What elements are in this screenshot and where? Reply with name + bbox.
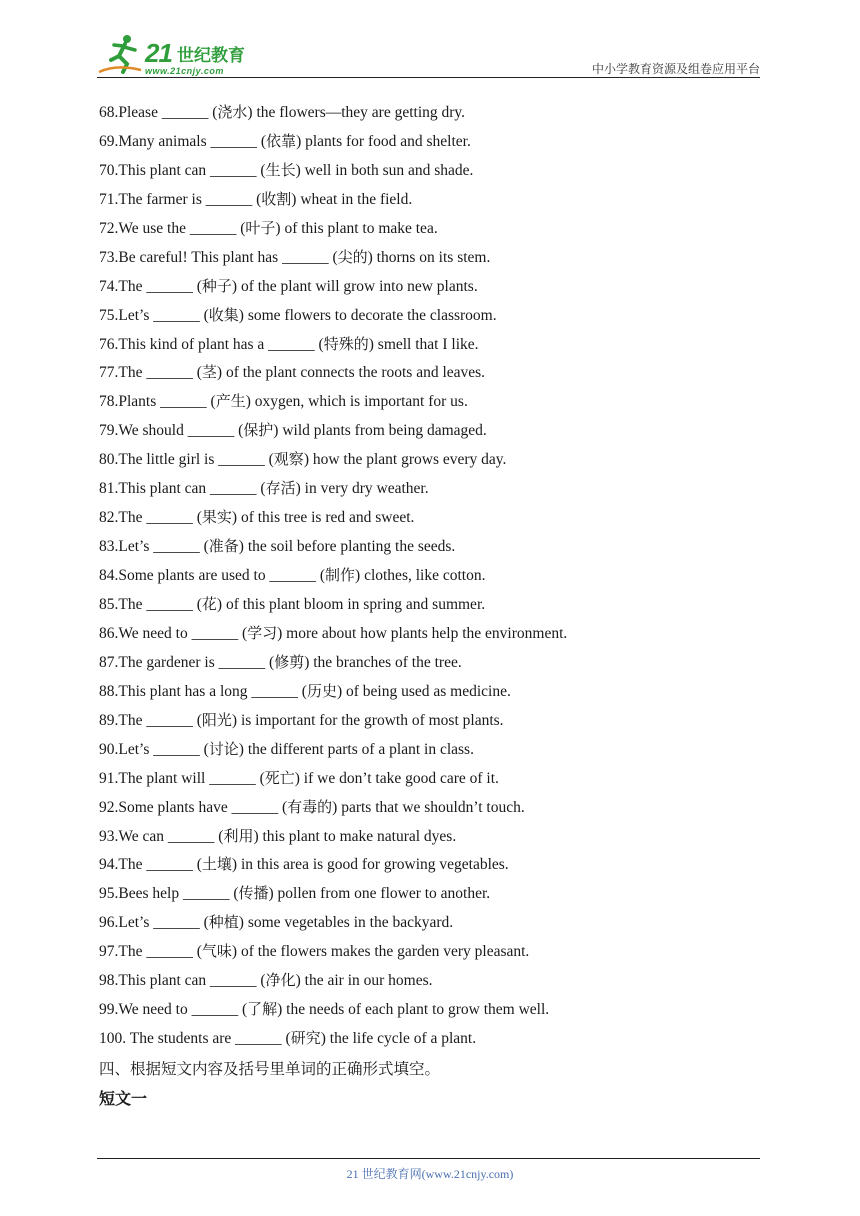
question-pre: This plant can ______ ( bbox=[118, 161, 266, 179]
question-num: 76. bbox=[99, 335, 119, 353]
question-post: ) more about how plants help the environment. bbox=[277, 624, 568, 642]
question-pre: The plant will ______ ( bbox=[118, 769, 265, 787]
question-item bbox=[99, 766, 499, 790]
question-post: ) the air in our homes. bbox=[295, 972, 433, 990]
question-post: ) if we don’t take good care of it. bbox=[294, 769, 499, 787]
question-cn: 讨论 bbox=[208, 739, 239, 758]
question-post: ) of the flowers makes the garden very pleasant. bbox=[231, 943, 530, 961]
question-post: ) well in both sun and shade. bbox=[295, 161, 474, 179]
question-cn: 茎 bbox=[201, 363, 217, 382]
question-pre: This plant has a long ______ ( bbox=[118, 682, 307, 700]
runner-logo-icon bbox=[97, 32, 147, 76]
question-cn: 制作 bbox=[325, 566, 356, 585]
question-post: ) the different parts of a plant in class. bbox=[238, 740, 474, 758]
question-pre: We need to ______ ( bbox=[118, 1001, 248, 1019]
question-post: ) is important for the growth of most plants. bbox=[231, 711, 504, 729]
question-cn: 了解 bbox=[247, 1000, 278, 1019]
question-cn: 有毒的 bbox=[287, 797, 333, 816]
question-pre: This plant can ______ ( bbox=[118, 972, 266, 990]
question-pre: The little girl is ______ ( bbox=[118, 451, 274, 469]
question-num: 95. bbox=[99, 885, 119, 903]
question-post: ) this plant to make natural dyes. bbox=[253, 827, 457, 845]
question-post: ) pollen from one flower to another. bbox=[268, 885, 491, 903]
question-num: 92. bbox=[99, 798, 119, 816]
question-pre: Let’s ______ ( bbox=[118, 914, 209, 932]
question-pre: The ______ ( bbox=[118, 509, 202, 527]
question-pre: The gardener is ______ ( bbox=[118, 653, 275, 671]
question-cn: 花 bbox=[201, 594, 217, 613]
question-item bbox=[99, 216, 438, 240]
question-cn: 利用 bbox=[223, 826, 254, 845]
question-pre: This plant can ______ ( bbox=[118, 480, 266, 498]
question-cn: 死亡 bbox=[264, 768, 295, 787]
question-num: 86. bbox=[99, 624, 119, 642]
question-post: ) wheat in the field. bbox=[291, 190, 413, 208]
question-pre: Please ______ ( bbox=[118, 104, 218, 121]
question-num: 70. bbox=[99, 161, 119, 179]
question-cn: 准备 bbox=[208, 537, 239, 556]
question-num: 90. bbox=[99, 740, 119, 758]
logo-url: www.21cnjy.com bbox=[145, 66, 224, 76]
question-post: ) in this area is good for growing vegetables. bbox=[231, 856, 509, 874]
question-item bbox=[99, 592, 485, 616]
question-pre: The ______ ( bbox=[118, 364, 202, 382]
question-num: 94. bbox=[99, 856, 119, 874]
question-item bbox=[99, 158, 473, 182]
question-pre: Let’s ______ ( bbox=[118, 740, 209, 758]
question-item bbox=[99, 360, 485, 384]
question-post: ) of this plant to make tea. bbox=[275, 219, 438, 237]
question-cn: 种子 bbox=[201, 276, 232, 295]
question-pre: We need to ______ ( bbox=[118, 624, 248, 642]
logo bbox=[97, 30, 267, 76]
question-num: 82. bbox=[99, 509, 119, 527]
question-item bbox=[99, 708, 504, 732]
section-title: 四、根据短文内容及括号里单词的正确形式填空。 bbox=[99, 1060, 441, 1078]
question-cn: 收割 bbox=[261, 189, 292, 208]
question-item bbox=[99, 997, 549, 1021]
question-post: ) the life cycle of a plant. bbox=[320, 1030, 477, 1048]
question-pre: Many animals ______ ( bbox=[118, 132, 267, 150]
question-post: ) the needs of each plant to grow them well. bbox=[277, 1001, 550, 1019]
question-post: ) clothes, like cotton. bbox=[355, 567, 486, 585]
question-post: ) the soil before planting the seeds. bbox=[238, 538, 456, 556]
question-item bbox=[99, 418, 487, 442]
question-cn: 传播 bbox=[238, 884, 269, 903]
question-cn: 浇水 bbox=[217, 103, 248, 121]
question-pre: The ______ ( bbox=[118, 277, 202, 295]
question-item bbox=[99, 650, 462, 674]
question-post: ) parts that we shouldn’t touch. bbox=[332, 798, 525, 816]
question-post: ) of this plant bloom in spring and summer. bbox=[216, 595, 486, 613]
question-num: 98. bbox=[99, 972, 119, 990]
question-item bbox=[99, 679, 511, 703]
question-item bbox=[99, 824, 456, 848]
question-num: 99. bbox=[99, 1001, 119, 1019]
question-post: ) the branches of the tree. bbox=[304, 653, 462, 671]
question-cn: 修剪 bbox=[274, 652, 305, 671]
question-cn: 产生 bbox=[215, 392, 246, 411]
question-post: ) wild plants from being damaged. bbox=[273, 422, 487, 440]
question-num: 85. bbox=[99, 595, 119, 613]
question-item bbox=[99, 881, 490, 905]
question-num: 73. bbox=[99, 248, 119, 266]
question-num: 78. bbox=[99, 393, 119, 411]
question-num: 97. bbox=[99, 943, 119, 961]
question-num: 91. bbox=[99, 769, 119, 787]
question-cn: 净化 bbox=[265, 971, 296, 990]
question-num: 75. bbox=[99, 306, 119, 324]
question-cn: 研究 bbox=[290, 1029, 321, 1048]
question-pre: The ______ ( bbox=[118, 711, 202, 729]
question-item bbox=[99, 534, 455, 558]
question-cn: 阳光 bbox=[201, 710, 232, 729]
question-pre: We should ______ ( bbox=[118, 422, 244, 440]
question-item bbox=[99, 737, 474, 761]
question-num: 96. bbox=[99, 914, 119, 932]
logo-text: 世纪教育 bbox=[177, 46, 245, 66]
question-pre: The students are ______ ( bbox=[129, 1030, 291, 1048]
question-post: ) of this tree is red and sweet. bbox=[231, 509, 415, 527]
passage-title: 短文一 bbox=[99, 1089, 148, 1108]
question-pre: The ______ ( bbox=[118, 943, 202, 961]
question-pre: The farmer is ______ ( bbox=[118, 190, 262, 208]
question-num: 69. bbox=[99, 132, 119, 150]
question-item bbox=[99, 187, 412, 211]
question-item bbox=[99, 332, 479, 356]
question-num: 72. bbox=[99, 219, 119, 237]
question-pre: Some plants have ______ ( bbox=[118, 798, 288, 816]
question-cn: 历史 bbox=[306, 681, 337, 700]
question-pre: Let’s ______ ( bbox=[118, 306, 209, 324]
question-item bbox=[99, 274, 478, 298]
question-num: 84. bbox=[99, 567, 119, 585]
page-header bbox=[97, 30, 760, 78]
question-post: ) of the plant connects the roots and leaves. bbox=[216, 364, 486, 382]
question-num: 80. bbox=[99, 451, 119, 469]
question-item bbox=[99, 245, 490, 269]
question-pre: Bees help ______ ( bbox=[118, 885, 239, 903]
question-item bbox=[99, 563, 485, 587]
question-pre: Some plants are used to ______ ( bbox=[118, 567, 326, 585]
question-post: ) oxygen, which is important for us. bbox=[245, 393, 468, 411]
question-num: 79. bbox=[99, 422, 119, 440]
question-cn: 果实 bbox=[201, 508, 232, 527]
question-post: ) how the plant grows every day. bbox=[303, 451, 507, 469]
question-post: ) smell that I like. bbox=[368, 335, 479, 353]
footer-text: 21 世纪教育网(www.21cnjy.com) bbox=[346, 1167, 514, 1181]
question-item bbox=[99, 447, 506, 471]
question-post: ) thorns on its stem. bbox=[367, 248, 491, 266]
question-cn: 尖的 bbox=[337, 247, 368, 266]
question-pre: This kind of plant has a ______ ( bbox=[118, 335, 324, 353]
question-num: 74. bbox=[99, 277, 119, 295]
question-cn: 存活 bbox=[265, 479, 296, 498]
question-num: 71. bbox=[99, 190, 119, 208]
question-pre: We use the ______ ( bbox=[118, 219, 246, 237]
question-pre: Let’s ______ ( bbox=[118, 538, 209, 556]
question-cn: 叶子 bbox=[245, 218, 276, 237]
question-num: 77. bbox=[99, 364, 119, 382]
question-cn: 保护 bbox=[243, 421, 274, 440]
question-item bbox=[99, 100, 465, 124]
question-cn: 土壤 bbox=[201, 855, 232, 874]
question-pre: Plants ______ ( bbox=[118, 393, 216, 411]
header-platform-text: 中小学教育资源及组卷应用平台 bbox=[591, 62, 760, 76]
question-num: 88. bbox=[99, 682, 119, 700]
question-cn: 学习 bbox=[247, 623, 278, 642]
question-cn: 依靠 bbox=[266, 131, 297, 150]
question-num: 83. bbox=[99, 538, 119, 556]
header-divider bbox=[97, 77, 760, 78]
question-item bbox=[99, 303, 497, 327]
question-pre: Be careful! This plant has ______ ( bbox=[118, 248, 338, 266]
question-pre: The ______ ( bbox=[118, 856, 202, 874]
question-item bbox=[99, 795, 525, 819]
question-cn: 观察 bbox=[273, 450, 304, 469]
question-post: ) some flowers to decorate the classroom. bbox=[238, 306, 497, 324]
question-num: 87. bbox=[99, 653, 119, 671]
question-post: ) the flowers—they are getting dry. bbox=[247, 104, 466, 121]
question-cn: 收集 bbox=[208, 305, 239, 324]
question-item bbox=[99, 505, 414, 529]
question-num: 100. bbox=[99, 1030, 130, 1048]
question-post: ) of the plant will grow into new plants. bbox=[231, 277, 478, 295]
question-pre: We can ______ ( bbox=[118, 827, 224, 845]
question-post: ) of being used as medicine. bbox=[336, 682, 511, 700]
question-item bbox=[99, 852, 509, 876]
question-num: 93. bbox=[99, 827, 119, 845]
footer-divider bbox=[97, 1158, 760, 1159]
question-post: ) plants for food and shelter. bbox=[296, 132, 471, 150]
question-item bbox=[99, 939, 529, 963]
question-num: 81. bbox=[99, 480, 119, 498]
question-item bbox=[99, 910, 453, 934]
question-num: 89. bbox=[99, 711, 119, 729]
question-cn: 生长 bbox=[265, 160, 296, 179]
question-pre: The ______ ( bbox=[118, 595, 202, 613]
question-item bbox=[99, 968, 433, 992]
question-item bbox=[99, 621, 567, 645]
question-cn: 特殊的 bbox=[323, 334, 369, 353]
question-item bbox=[99, 129, 471, 153]
question-item bbox=[99, 389, 468, 413]
question-cn: 种植 bbox=[208, 913, 239, 932]
question-item bbox=[99, 476, 429, 500]
question-cn: 气味 bbox=[201, 942, 232, 961]
question-num: 68. bbox=[99, 104, 119, 121]
logo-number: 21 bbox=[145, 38, 172, 68]
question-post: ) in very dry weather. bbox=[295, 480, 429, 498]
question-item bbox=[99, 1026, 476, 1050]
question-post: ) some vegetables in the backyard. bbox=[238, 914, 454, 932]
